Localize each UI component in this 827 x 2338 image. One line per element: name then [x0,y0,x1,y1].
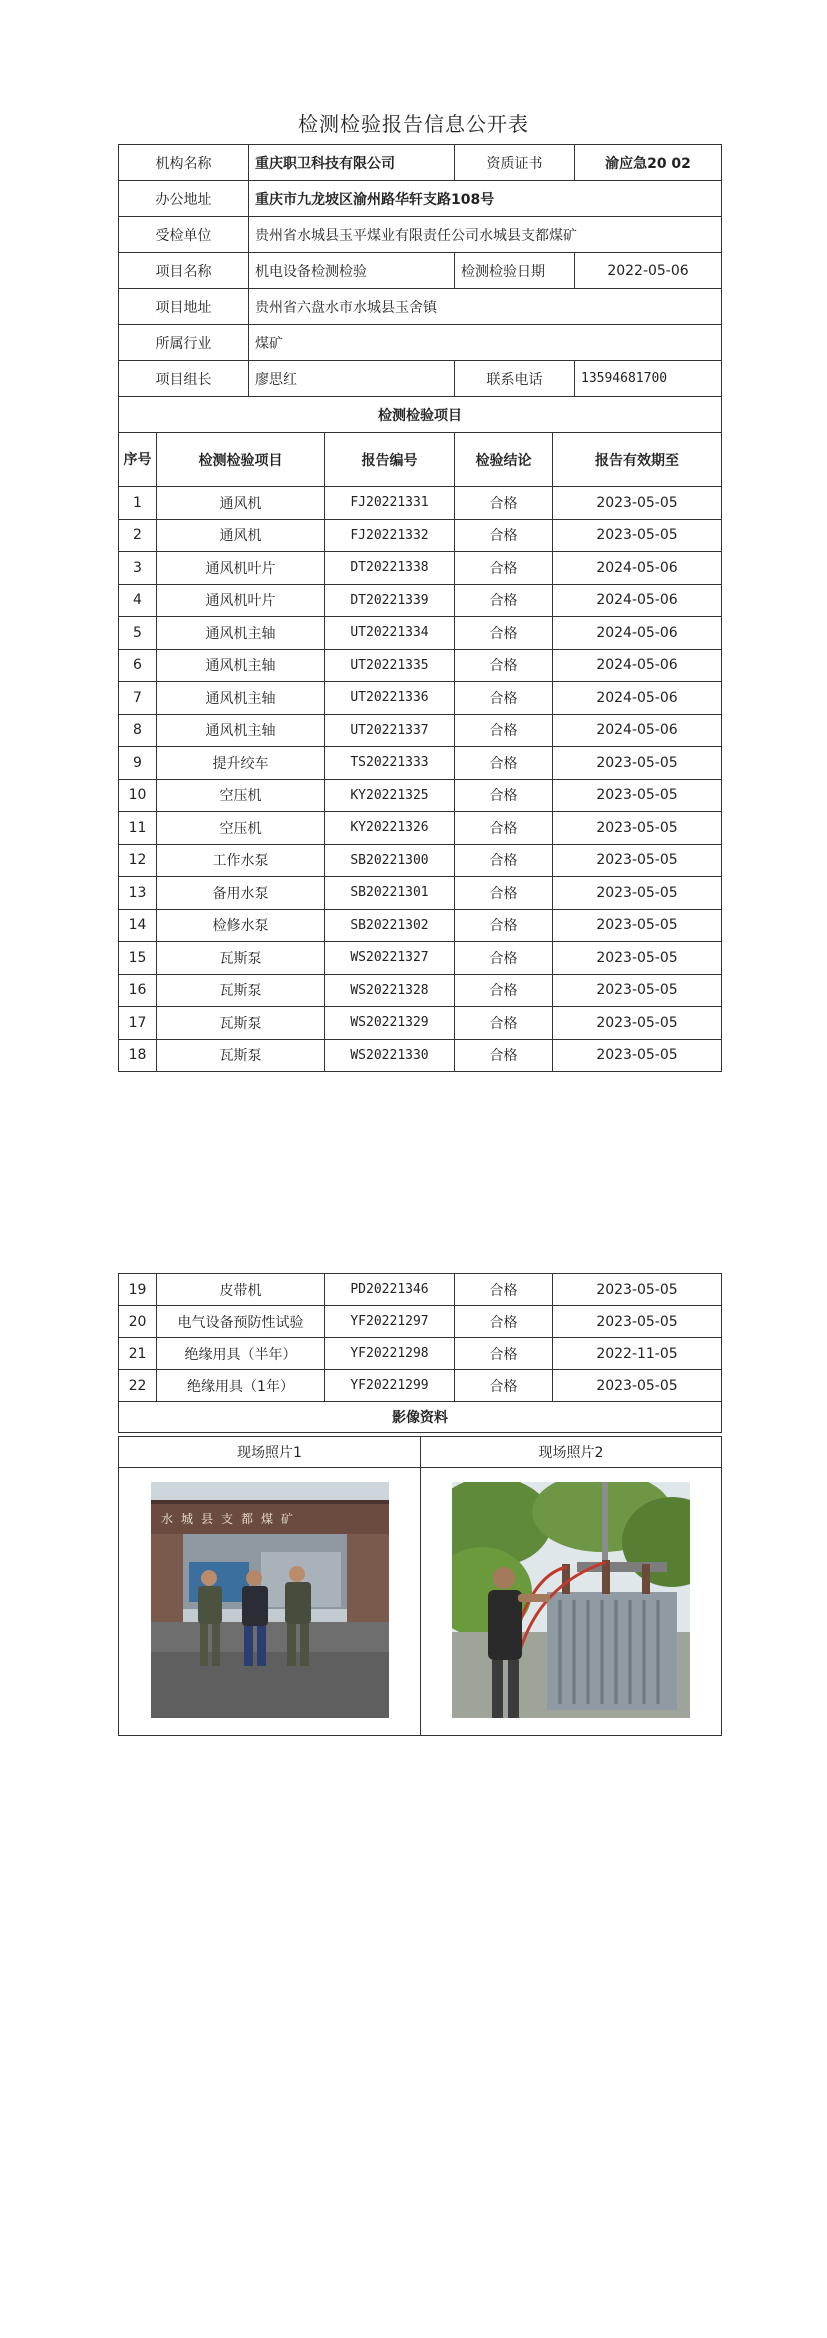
row-item: 绝缘用具（1年） [157,1370,325,1402]
cert-label: 资质证书 [455,145,575,181]
row-item: 通风机叶片 [157,584,325,617]
row-result: 合格 [455,974,553,1007]
row-result: 合格 [455,519,553,552]
table-row [119,779,722,812]
row-item: 备用水泵 [157,877,325,910]
row-valid-until: 2024-05-06 [553,617,722,650]
row-result: 合格 [455,1274,553,1306]
table-row [119,1274,722,1306]
row-result: 合格 [455,552,553,585]
row-valid-until: 2023-05-05 [553,877,722,910]
items-table [118,432,722,1072]
row-result: 合格 [455,1039,553,1072]
row-item: 通风机 [157,487,325,520]
address-label: 办公地址 [119,181,249,217]
row-item: 空压机 [157,812,325,845]
row-result: 合格 [455,1306,553,1338]
row-valid-until: 2024-05-06 [553,682,722,715]
row-valid-until: 2023-05-05 [553,1370,722,1402]
row-report-no: TS20221333 [325,747,455,780]
row-item: 瓦斯泵 [157,1039,325,1072]
row-item: 工作水泵 [157,844,325,877]
row-number: 9 [119,747,157,780]
row-valid-until: 2023-05-05 [553,1306,722,1338]
row-result: 合格 [455,844,553,877]
site-label: 项目地址 [119,289,249,325]
row-number: 6 [119,649,157,682]
row-valid-until: 2023-05-05 [553,942,722,975]
row-result: 合格 [455,779,553,812]
col-header-item: 检测检验项目 [157,433,325,487]
phone-label: 联系电话 [455,361,575,397]
items-table-continued [118,1273,722,1433]
media-section-title: 影像资料 [119,1402,722,1433]
client-label: 受检单位 [119,217,249,253]
table-row [119,909,722,942]
row-item: 皮带机 [157,1274,325,1306]
row-report-no: YF20221297 [325,1306,455,1338]
row-valid-until: 2023-05-05 [553,1039,722,1072]
col-header-report: 报告编号 [325,433,455,487]
row-number: 5 [119,617,157,650]
row-item: 绝缘用具（半年） [157,1338,325,1370]
leader-label: 项目组长 [119,361,249,397]
row-item: 通风机主轴 [157,714,325,747]
project-value: 机电设备检测检验 [249,253,455,289]
table-row [119,584,722,617]
row-report-no: PD20221346 [325,1274,455,1306]
row-result: 合格 [455,747,553,780]
row-valid-until: 2024-05-06 [553,649,722,682]
row-item: 通风机主轴 [157,617,325,650]
table-row [119,1370,722,1402]
row-report-no: SB20221300 [325,844,455,877]
row-report-no: FJ20221332 [325,519,455,552]
industry-label: 所属行业 [119,325,249,361]
row-number: 4 [119,584,157,617]
site-photo-1 [151,1482,389,1718]
row-number: 8 [119,714,157,747]
row-number: 17 [119,1007,157,1040]
photo2-label: 现场照片2 [421,1437,722,1468]
row-number: 20 [119,1306,157,1338]
photo1-label: 现场照片1 [119,1437,421,1468]
row-valid-until: 2023-05-05 [553,974,722,1007]
address-value: 重庆市九龙坡区渝州路华轩支路108号 [249,181,722,217]
row-result: 合格 [455,812,553,845]
row-result: 合格 [455,1007,553,1040]
media-table [118,1436,722,1736]
row-number: 10 [119,779,157,812]
row-result: 合格 [455,1338,553,1370]
row-valid-until: 2023-05-05 [553,844,722,877]
table-row [119,1039,722,1072]
row-valid-until: 2024-05-06 [553,552,722,585]
org-label: 机构名称 [119,145,249,181]
row-report-no: KY20221326 [325,812,455,845]
row-item: 提升绞车 [157,747,325,780]
row-report-no: UT20221334 [325,617,455,650]
table-row [119,942,722,975]
phone-value: 13594681700 [575,361,722,397]
table-row [119,1338,722,1370]
row-item: 通风机 [157,519,325,552]
industry-value: 煤矿 [249,325,722,361]
row-number: 3 [119,552,157,585]
row-number: 1 [119,487,157,520]
row-result: 合格 [455,649,553,682]
client-value: 贵州省水城县玉平煤业有限责任公司水城县支都煤矿 [249,217,722,253]
row-report-no: UT20221335 [325,649,455,682]
row-result: 合格 [455,877,553,910]
row-number: 11 [119,812,157,845]
row-valid-until: 2024-05-06 [553,714,722,747]
row-number: 15 [119,942,157,975]
table-row [119,617,722,650]
table-row [119,1306,722,1338]
col-header-valid: 报告有效期至 [553,433,722,487]
leader-value: 廖思红 [249,361,455,397]
table-row [119,649,722,682]
row-number: 13 [119,877,157,910]
org-value: 重庆职卫科技有限公司 [249,145,455,181]
row-number: 16 [119,974,157,1007]
row-report-no: UT20221336 [325,682,455,715]
row-item: 通风机主轴 [157,682,325,715]
table-row [119,519,722,552]
row-item: 通风机叶片 [157,552,325,585]
gate-sign-text: 水城县支都煤矿 [160,1512,301,1526]
row-valid-until: 2023-05-05 [553,1007,722,1040]
site-value: 贵州省六盘水市水城县玉舍镇 [249,289,722,325]
row-item: 空压机 [157,779,325,812]
row-report-no: SB20221302 [325,909,455,942]
table-row [119,714,722,747]
row-report-no: WS20221329 [325,1007,455,1040]
date-value: 2022-05-06 [575,253,722,289]
row-number: 12 [119,844,157,877]
row-report-no: SB20221301 [325,877,455,910]
row-report-no: DT20221338 [325,552,455,585]
table-row [119,877,722,910]
row-number: 19 [119,1274,157,1306]
row-report-no: DT20221339 [325,584,455,617]
cert-value: 渝应急20 02 [575,145,722,181]
row-valid-until: 2023-05-05 [553,812,722,845]
row-result: 合格 [455,682,553,715]
row-item: 瓦斯泵 [157,942,325,975]
table-row [119,812,722,845]
row-report-no: FJ20221331 [325,487,455,520]
table-row [119,974,722,1007]
row-report-no: WS20221328 [325,974,455,1007]
row-item: 电气设备预防性试验 [157,1306,325,1338]
row-number: 18 [119,1039,157,1072]
row-valid-until: 2023-05-05 [553,779,722,812]
row-result: 合格 [455,487,553,520]
row-valid-until: 2023-05-05 [553,1274,722,1306]
row-valid-until: 2024-05-06 [553,584,722,617]
row-report-no: UT20221337 [325,714,455,747]
row-number: 14 [119,909,157,942]
row-report-no: YF20221298 [325,1338,455,1370]
table-row [119,487,722,520]
row-report-no: KY20221325 [325,779,455,812]
page-title: 检测检验报告信息公开表 [298,112,529,136]
row-report-no: WS20221327 [325,942,455,975]
row-valid-until: 2023-05-05 [553,487,722,520]
row-result: 合格 [455,617,553,650]
row-valid-until: 2022-11-05 [553,1338,722,1370]
items-section-title: 检测检验项目 [119,397,722,433]
row-number: 21 [119,1338,157,1370]
project-label: 项目名称 [119,253,249,289]
row-item: 通风机主轴 [157,649,325,682]
row-item: 瓦斯泵 [157,1007,325,1040]
row-valid-until: 2023-05-05 [553,909,722,942]
row-number: 7 [119,682,157,715]
row-number: 2 [119,519,157,552]
site-photo-2 [452,1482,690,1718]
row-result: 合格 [455,909,553,942]
col-header-no: 序号 [119,433,157,487]
row-result: 合格 [455,942,553,975]
info-table [118,144,722,433]
row-item: 瓦斯泵 [157,974,325,1007]
row-report-no: YF20221299 [325,1370,455,1402]
row-valid-until: 2023-05-05 [553,747,722,780]
table-row [119,552,722,585]
table-row [119,844,722,877]
row-report-no: WS20221330 [325,1039,455,1072]
row-result: 合格 [455,584,553,617]
table-row [119,1007,722,1040]
row-number: 22 [119,1370,157,1402]
col-header-result: 检验结论 [455,433,553,487]
row-result: 合格 [455,714,553,747]
date-label: 检测检验日期 [455,253,575,289]
row-valid-until: 2023-05-05 [553,519,722,552]
table-row [119,747,722,780]
table-row [119,682,722,715]
row-item: 检修水泵 [157,909,325,942]
row-result: 合格 [455,1370,553,1402]
